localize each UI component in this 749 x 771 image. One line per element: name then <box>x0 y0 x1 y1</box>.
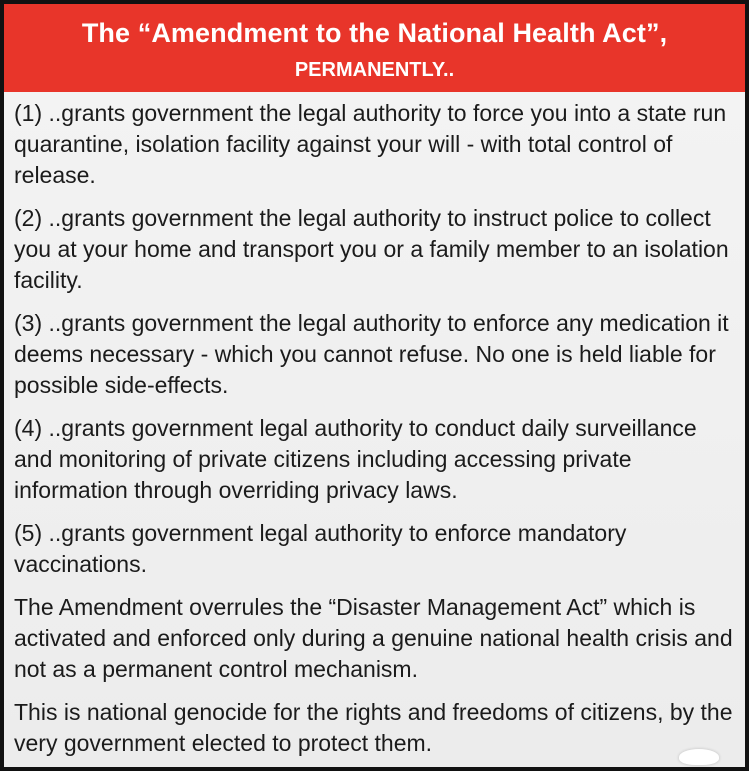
poster-title: The “Amendment to the National Health Act”, <box>81 18 668 48</box>
conclusion-paragraph: This is national genocide for the rights and freedoms of citizens, by the very government elected to protect them. <box>14 699 733 756</box>
clause-4: (4) ..grants government legal authority to conduct daily surveillance and monitoring of private citizens including accessing private information through overriding privacy laws. <box>14 415 697 503</box>
clause-1: (1) ..grants government the legal authority to force you into a state run quarantine, isolation facility against your will - with total control of release. <box>14 100 727 188</box>
overrule-paragraph: The Amendment overrules the “Disaster Management Act” which is activated and enforced only during a genuine national health crisis and not as a permanent control mechanism. <box>14 594 733 682</box>
poster-subtitle: PERMANENTLY.. <box>294 59 455 81</box>
clause-2: (2) ..grants government the legal authority to instruct police to collect you at your home and transport you or a family member to an isolation facility. <box>14 205 729 293</box>
poster-body <box>4 92 745 759</box>
white-smudge <box>679 749 719 765</box>
clause-5: (5) ..grants government legal authority to enforce mandatory vaccinations. <box>14 520 627 577</box>
clause-3: (3) ..grants government the legal authority to enforce any medication it deems necessary - which you cannot refuse. No one is held liable for possible side-effects. <box>14 310 729 398</box>
header-banner <box>4 4 745 92</box>
